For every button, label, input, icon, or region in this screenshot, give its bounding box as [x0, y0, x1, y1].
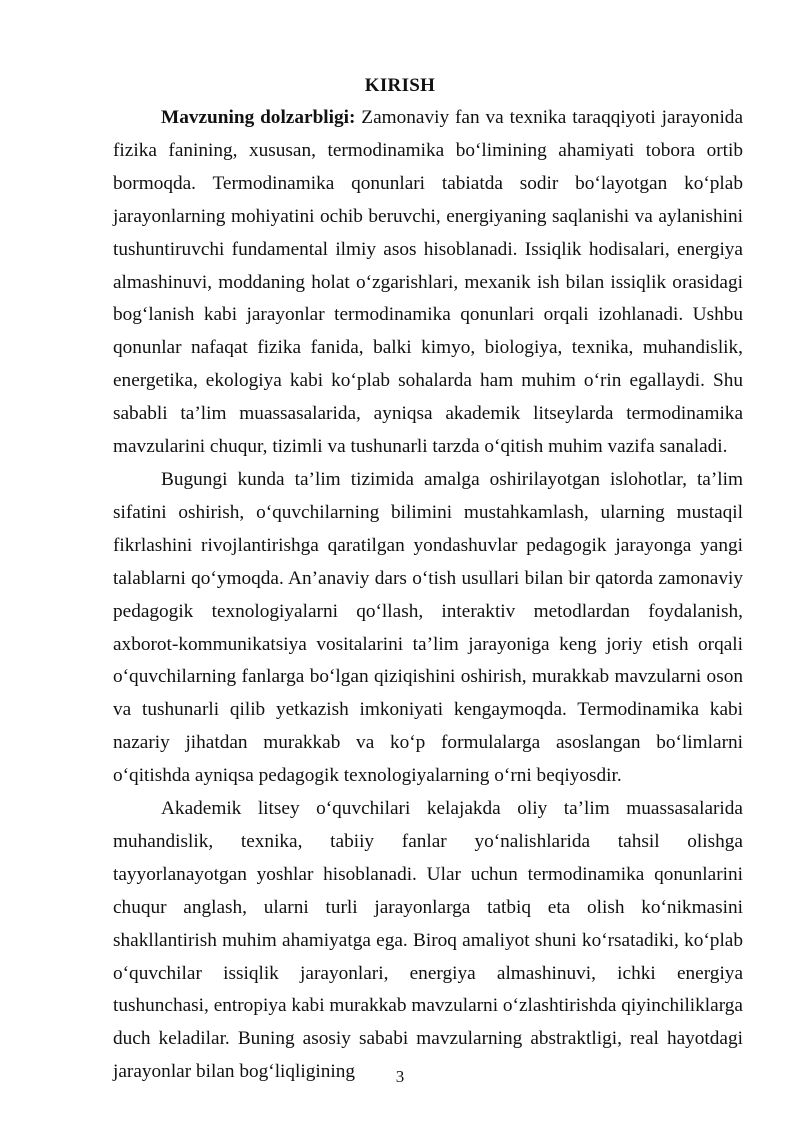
page-number: 3 — [395, 1067, 405, 1086]
paragraph-relevance — [113, 102, 743, 464]
section-heading: KIRISH — [364, 75, 436, 96]
paragraph-text: Akademik litsey o‘quvchilari kelajakda oliy ta’lim muassasalarida muhandislik, texnika, tabiiy fanlar yo‘nalishlarida tahsil olishga tayyorlanayotgan yoshlar hisoblanadi. Ular uchun termodinamika qonunlarini chuqur anglash, ularni turli jarayonlarga tatbiq eta olish ko‘nikmasini shakllantirish muhim ahamiyatga ega. Biroq amaliyot shuni ko‘rsatadiki, ko‘plab o‘quvchilar issiqlik jarayonlari, energiya almashinuvi, ichki energiya tushunchasi, entropiya kabi murakkab mavzularni o‘zlashtirishda qiyinchiliklarga duch keladilar. Buning asosiy sababi mavzularning abstraktligi, real hayotdagi jarayonlar bilan bog‘liqligining — [113, 798, 743, 1083]
paragraph-lead: Mavzuning dolzarbligi: — [161, 107, 356, 128]
paragraph-lyceum-students — [113, 793, 743, 1089]
paragraph-text: Zamonaviy fan va texnika taraqqiyoti jarayonida fizika fanining, xususan, termodinamika bo‘limining ahamiyati tobora ortib bormoqda. Termodinamika qonunlari tabiatda sodir bo‘layotgan ko‘plab jarayonlarning mohiyatini ochib beruvchi, energiyaning saqlanishi va aylanishini tushuntiruvchi fundamental ilmiy asos hisoblanadi. Issiqlik hodisalari, energiya almashinuvi, moddaning holat o‘zgarishlari, mexanik ish bilan issiqlik orasidagi bog‘lanish kabi jarayonlar termodinamika qonunlari orqali izohlanadi. Ushbu qonunlar nafaqat fizika fanida, balki kimyo, biologiya, texnika, muhandislik, energetika, ekologiya kabi ko‘plab sohalarda ham muhim o‘rin egallaydi. Shu sababli ta’lim muassasalarida, ayniqsa akademik litseylarda termodinamika mavzularini chuqur, tizimli va tushunarli tarzda o‘qitish muhim vazifa sanaladi. — [113, 107, 743, 458]
paragraph-reforms — [113, 464, 743, 793]
paragraph-text: Bugungi kunda ta’lim tizimida amalga oshirilayotgan islohotlar, ta’lim sifatini oshirish, o‘quvchilarning bilimini mustahkamlash, ularning mustaqil fikrlashini rivojlantirishga qaratilgan yondashuvlar pedagogik jarayonga yangi talablarni qo‘ymoqda. An’anaviy dars o‘tish usullari bilan bir qatorda zamonaviy pedagogik texnologiyalarni qo‘llash, interaktiv metodlardan foydalanish, axborot-kommunikatsiya vositalarini ta’lim jarayoniga keng joriy etish orqali o‘quvchilarning fanlarga bo‘lgan qiziqishini oshirish, murakkab mavzularni oson va tushunarli qilib yetkazish imkoniyati kengaymoqda. Termodinamika kabi nazariy jihatdan murakkab va ko‘p formulalarga asoslangan bo‘limlarni o‘qitishda ayniqsa pedagogik texnologiyalarning o‘rni beqiyosdir. — [113, 468, 743, 787]
body-text — [113, 102, 743, 1089]
